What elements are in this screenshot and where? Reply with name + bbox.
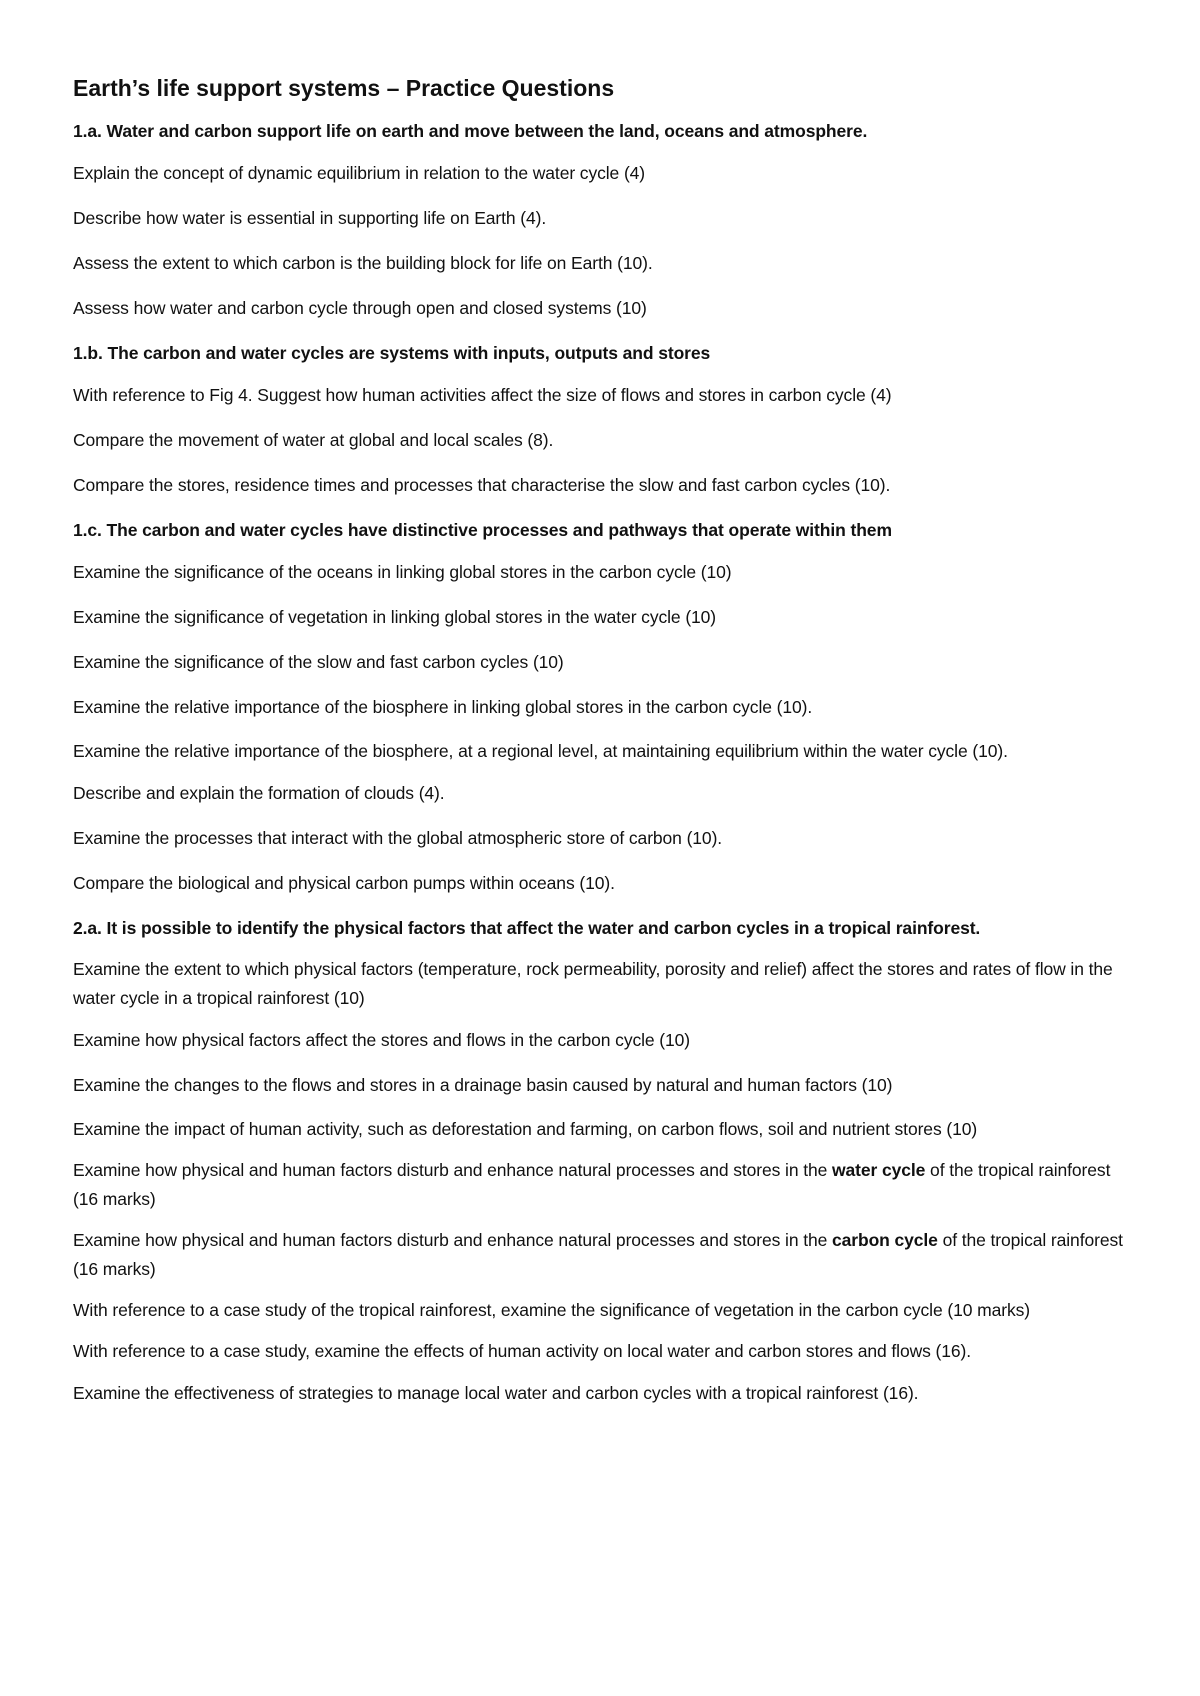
question-item: Assess the extent to which carbon is the building block for life on Earth (10). (73, 253, 653, 273)
question-item: Examine the relative importance of the biosphere in linking global stores in the carbon cycle (10). (73, 697, 813, 717)
document-page (73, 74, 1133, 1427)
emphasis-text: carbon cycle (832, 1230, 938, 1250)
question-item: With reference to a case study, examine the effects of human activity on local water and carbon stores and flows (16). (73, 1341, 972, 1361)
question-item: Examine the processes that interact with the global atmospheric store of carbon (10). (73, 828, 723, 848)
question-item: Explain the concept of dynamic equilibrium in relation to the water cycle (4) (73, 163, 646, 183)
question-item: Examine the changes to the flows and stores in a drainage basin caused by natural and human factors (10) (73, 1075, 893, 1095)
question-item: Compare the movement of water at global and local scales (8). (73, 430, 554, 450)
question-item-carbon-cycle (73, 1226, 1133, 1284)
section-heading-1c: 1.c. The carbon and water cycles have distinctive processes and pathways that operate within them (73, 520, 892, 540)
question-text: of the tropical rainforest (16 marks) (73, 1230, 1123, 1279)
question-item: Describe how water is essential in supporting life on Earth (4). (73, 208, 547, 228)
question-item: Examine the relative importance of the biosphere, at a regional level, at maintaining equilibrium within the water cycle (10). (73, 741, 1008, 761)
question-text: Examine how physical and human factors disturb and enhance natural processes and stores in the (73, 1160, 833, 1180)
question-item: Assess how water and carbon cycle through open and closed systems (10) (73, 298, 647, 318)
question-item: Examine how physical factors affect the stores and flows in the carbon cycle (10) (73, 1030, 691, 1050)
question-text: of the tropical rainforest (16 marks) (73, 1160, 1111, 1209)
emphasis-text: water cycle (832, 1160, 926, 1180)
question-text: Examine how physical and human factors disturb and enhance natural processes and stores in the (73, 1230, 833, 1250)
question-item: Describe and explain the formation of clouds (4). (73, 783, 445, 803)
question-item: Examine the effectiveness of strategies to manage local water and carbon cycles with a tropical rainforest (16). (73, 1383, 919, 1403)
question-item: Examine the significance of the oceans in linking global stores in the carbon cycle (10) (73, 562, 732, 582)
section-heading-1b: 1.b. The carbon and water cycles are systems with inputs, outputs and stores (73, 343, 711, 363)
question-item: Examine the extent to which physical factors (temperature, rock permeability, porosity and relief) affect the stores and rates of flow in the water cycle in a tropical rainforest (10) (73, 959, 1113, 1008)
question-item: Examine the significance of vegetation in linking global stores in the water cycle (10) (73, 607, 717, 627)
document-title: Earth’s life support systems – Practice Questions (73, 75, 615, 101)
question-item: With reference to Fig 4. Suggest how human activities affect the size of flows and stores in carbon cycle (4) (73, 385, 892, 405)
question-item: Examine the significance of the slow and fast carbon cycles (10) (73, 652, 564, 672)
section-heading-1a: 1.a. Water and carbon support life on earth and move between the land, oceans and atmosphere. (73, 121, 868, 141)
question-item-water-cycle (73, 1156, 1133, 1214)
question-item: Compare the stores, residence times and processes that characterise the slow and fast carbon cycles (10). (73, 475, 891, 495)
question-item: With reference to a case study of the tropical rainforest, examine the significance of vegetation in the carbon cycle (10 marks) (73, 1300, 1030, 1320)
question-item: Examine the impact of human activity, such as deforestation and farming, on carbon flows, soil and nutrient stores (10) (73, 1119, 978, 1139)
question-item: Compare the biological and physical carbon pumps within oceans (10). (73, 873, 615, 893)
section-heading-2a: 2.a. It is possible to identify the physical factors that affect the water and carbon cycles in a tropical rainforest. (73, 918, 981, 938)
